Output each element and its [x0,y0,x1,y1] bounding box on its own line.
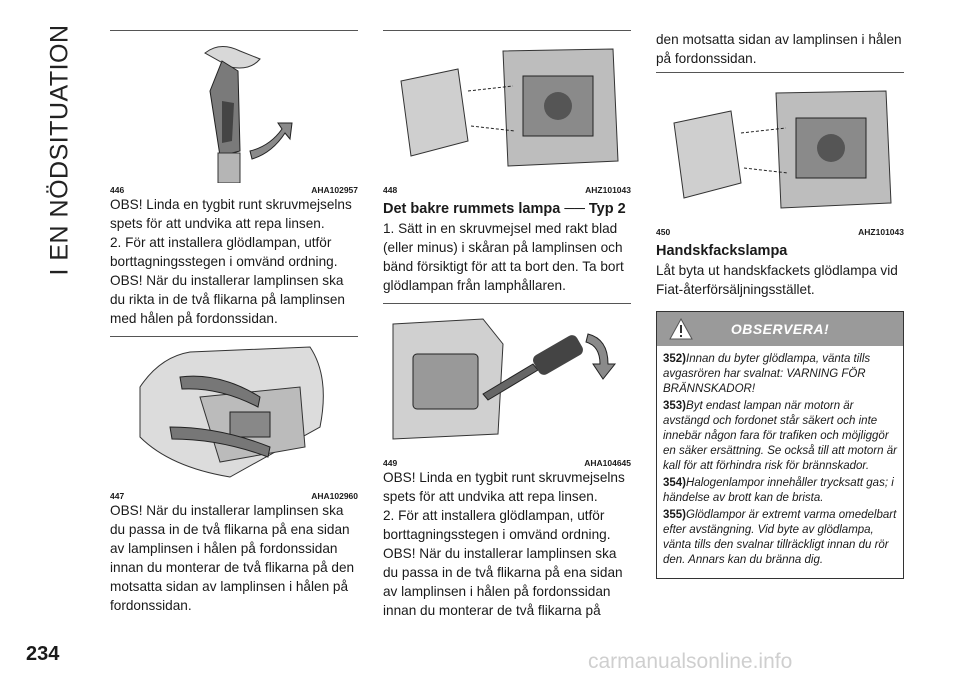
warning-header [657,312,903,346]
paragraph: 2. För att installera glödlampan, utför borttagningsstegen i omvänd ordning. [383,508,611,542]
figure-448-illustration [383,31,631,183]
paragraph: Låt byta ut handskfackets glödlampa vid Fiat-återförsäljningsstället. [656,263,898,297]
warning-item: 353)Byt endast lampan när motorn är avstängd och fordonet står säkert och inte innebär någon fara för trafiken och möjliggör en säker ersättning. Se också till att motorn är kall för att förhindra risk för brännskador. [663,400,897,472]
paragraph: OBS! När du installerar lamplinsen ska du passa in de två flikarna på ena sidan av lamplinsen i hålen på fordonssidan innan du monterar de två flikarna på den motsatta sidan av lamplinsen i hålen på fordonssidan. [110,503,355,613]
figure-447 [110,337,358,501]
watermark: carmanualsonline.info [588,650,793,673]
paragraph: OBS! När du installerar lamplinsen ska du passa in de två flikarna på ena sidan av lamplinsen i hålen på fordonssidan innan du monterar de två flikarna på [383,546,623,618]
figure-caption: 450 AHZ101043 [656,227,904,237]
paragraph: 1. Sätt in en skruvmejsel med rakt blad (eller minus) i skåran på lamplinsen och bänd försiktigt för att ta bort den. Ta bort glödlampan från lamphållaren. [383,221,624,293]
warning-item: 354)Halogenlampor innehåller trycksatt gas; i händelse av brott kan de brista. [663,477,894,504]
column-2 [383,30,631,620]
page-number: 234 [26,643,60,665]
figure-446-illustration [110,31,358,183]
warning-body [657,346,903,578]
figure-447-illustration [110,337,358,489]
warning-item: 355)Glödlampor är extremt varma omedelbart efter avstängning. Vid byte av glödlampa, vänta tills den svalnar tillräckligt innan du rör den. Annars kan du bränna dig. [663,509,897,566]
paragraph: den motsatta sidan av lamplinsen i hålen på fordonssidan. [656,32,902,66]
column-3 [656,30,904,579]
paragraph: OBS! Linda en tygbit runt skruvmejselns spets för att undvika att repa linsen. [110,197,352,231]
figure-449 [383,304,631,468]
section-title: I EN NÖDSITUATION [45,24,74,276]
figure-450-illustration [656,73,904,225]
figure-caption: 447 AHA102960 [110,491,358,501]
figure-caption: 449 AHA104645 [383,458,631,468]
figure-450 [656,73,904,237]
paragraph: 2. För att installera glödlampan, utför borttagningsstegen i omvänd ordning. [110,235,338,269]
figure-449-illustration [383,304,631,456]
paragraph: OBS! Linda en tygbit runt skruvmejselns spets för att undvika att repa linsen. [383,470,625,504]
figure-446 [110,31,358,195]
warning-icon [669,318,693,340]
section-heading: Handskfackslampa [656,243,788,259]
warning-title: OBSERVERA! [730,321,830,337]
figure-caption: 446 AHA102957 [110,185,358,195]
figure-caption: 448 AHZ101043 [383,185,631,195]
paragraph: OBS! När du installerar lamplinsen ska du rikta in de två flikarna på lamplinsen med hålen på fordonssidan. [110,273,345,326]
figure-448 [383,31,631,195]
section-heading: Det bakre rummets lampa ── Typ 2 [383,201,626,217]
warning-box [656,311,904,579]
column-1 [110,30,358,615]
warning-item: 352)Innan du byter glödlampa, vänta tills avgasrören har svalnat: VARNING FÖR BRÄNNSKADOR! [663,353,871,395]
